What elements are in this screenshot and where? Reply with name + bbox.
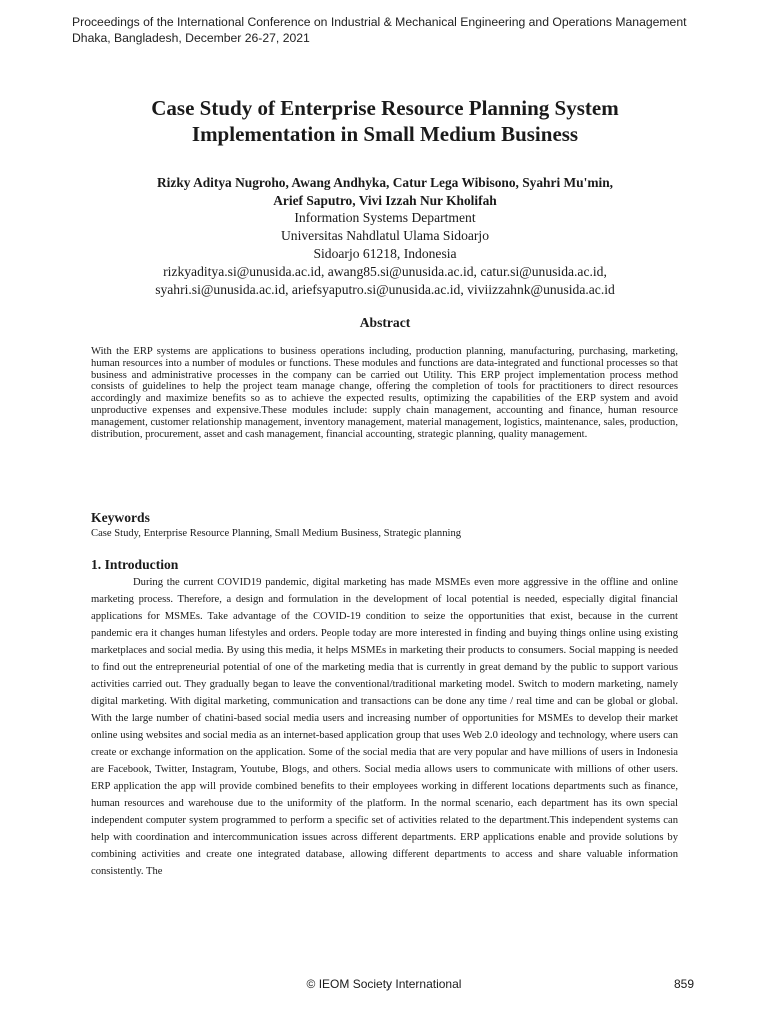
paper-title-line-2: Implementation in Small Medium Business	[191, 122, 579, 146]
keywords-heading: Keywords	[91, 510, 150, 525]
paper-title	[90, 95, 680, 147]
author-emails-line-2: syahri.si@unusida.ac.id, ariefsyaputro.si@unusida.ac.id, viviizzahnk@unusida.ac.id	[155, 282, 615, 297]
abstract-heading: Abstract	[359, 315, 411, 330]
affiliation-block	[80, 209, 690, 299]
affiliation-city: Sidoarjo 61218, Indonesia	[313, 246, 457, 261]
author-emails-line-1: rizkyaditya.si@unusida.ac.id, awang85.si@unusida.ac.id, catur.si@unusida.ac.id,	[163, 264, 607, 279]
author-list-line-2: Arief Saputro, Vivi Izzah Nur Kholifah	[273, 192, 497, 208]
running-head-conference: Proceedings of the International Conference on Industrial & Mechanical Engineering and Operations Management	[72, 15, 687, 29]
introduction-heading: 1. Introduction	[91, 557, 179, 572]
running-head	[72, 15, 732, 46]
page-number: 859	[674, 977, 695, 991]
footer-copyright: © IEOM Society International	[306, 977, 462, 991]
author-list-line-1: Rizky Aditya Nugroho, Awang Andhyka, Catur Lega Wibisono, Syahri Mu'min,	[156, 175, 613, 190]
abstract-text: With the ERP systems are applications to business operations including, production planning, manufacturing, purchasing, marketing, human resources into a number of modules or functions. These modules and functions are data-integrated and functional processes so that business and administrative processes in the company can be carried out Utility. This ERP project implementation process method consists of guidelines to help the project team manage change, offering the completion of tools for practitioners to direct resources accordingly and maximize benefits so as to achieve the expected results, optimizing the capabilities of the ERP system and avoid unproductive expenses and expensive.These modules include: supply chain management, accounting and finance, human resource management, customer relationship management, inventory management, material management, logistics, maintenance, sales, production, distribution, procurement, asset and cash management, financial accounting, strategic planning, quality management.	[91, 346, 678, 440]
affiliation-department: Information Systems Department	[294, 210, 476, 225]
affiliation-university: Universitas Nahdlatul Ulama Sidoarjo	[280, 228, 489, 243]
author-list	[90, 174, 680, 209]
paper-title-line-1: Case Study of Enterprise Resource Planning System	[151, 96, 619, 120]
keywords-text: Case Study, Enterprise Resource Planning, Small Medium Business, Strategic planning	[91, 528, 462, 539]
introduction-text: During the current COVID19 pandemic, digital marketing has made MSMEs even more aggressive in the offline and online marketing process. Therefore, a design and formulation in the development of local potential is needed, especially digital financial applications for MSMEs. Take advantage of the COVID-19 condition to seize the opportunities that exist, because in the current pandemic era it changes human lifestyles and orders. People today are more interested in finding and buying things online using existing marketplaces and social media. By using this media, it helps MSMEs in marketing their products to consumers. Social mapping is needed to find out the entrepreneurial potential of one of the marketing media that is currently in great demand by the public to support various activities carried out. They gradually began to leave the conventional/traditional marketing model. Switch to modern marketing, namely digital marketing. With digital marketing, communication and transactions can be done any time / real time and can be global or global. With the large number of chatini-based social media users and increasing number of opportunities for MSMEs to develop their market online using websites and social media as an internet-based application group that uses Web 2.0 ideology and technology, where users can create or exchange information on the application. Some of the social media that are very popular and have millions of users in Indonesia are Facebook, Twitter, Instagram, Youtube, Blogs, and others. Social media allows users to communicate with millions of other users. ERP application the app will provide combined benefits to their employees working in different locations departments such as finance, human resources and warehouse due to the uniformity of the platform. In the normal scenario, each department has its own special independent computer system programmed to perform a specific set of activities related to the department.This independent systems can help with coordination and intercommunication issues across different departments. ERP applications enable and provide solutions by combining activities and create one integrated database, allowing different departments to access and share valuable information consistently. The	[91, 577, 678, 877]
running-head-location-date: Dhaka, Bangladesh, December 26-27, 2021	[72, 30, 310, 45]
